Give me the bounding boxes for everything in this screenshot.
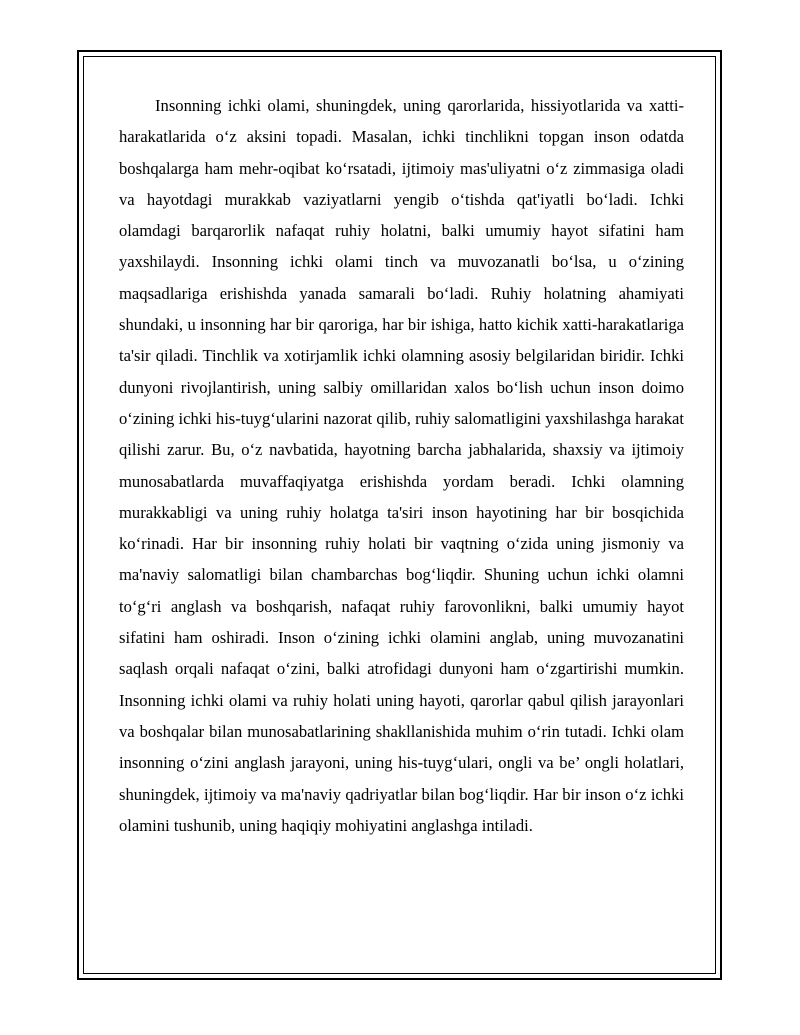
body-paragraph: Insonning ichki olami, shuningdek, uning qarorlarida, hissiyotlarida va xatti-harakatlarida o‘z aksini topadi. Masalan, ichki tinchlikni topgan inson odatda boshqalarga ham mehr-oqibat ko‘rsatadi, ijtimoiy mas'uliyatni o‘z zimmasiga oladi va hayotdagi murakkab vaziyatlarni yengib o‘tishda qat'iyatli bo‘ladi. Ichki olamdagi barqarorlik nafaqat ruhiy holatni, balki umumiy hayot sifatini ham yaxshilaydi. Insonning ichki olami tinch va muvozanatli bo‘lsa, u o‘zining maqsadlariga erishishda yanada samarali bo‘ladi. Ruhiy holatning ahamiyati shundaki, u insonning har bir qaroriga, har bir ishiga, hatto kichik xatti-harakatlariga ta'sir qiladi. Tinchlik va xotirjamlik ichki olamning asosiy belgilaridan biridir. Ichki dunyoni rivojlantirish, uning salbiy omillaridan xalos bo‘lish uchun inson doimo o‘zining ichki his-tuyg‘ularini nazorat qilib, ruhiy salomatligini yaxshilashga harakat qilishi zarur. Bu, o‘z navbatida, hayotning barcha jabhalarida, shaxsiy va ijtimoiy munosabatlarda muvaffaqiyatga erishishda yordam beradi. Ichki olamning murakkabligi va uning ruhiy holatga ta'siri inson hayotining har bir bosqichida ko‘rinadi. Har bir insonning ruhiy holati bir vaqtning o‘zida uning jismoniy va ma'naviy salomatligi bilan chambarchas bog‘liqdir. Shuning uchun ichki olamni to‘g‘ri anglash va boshqarish, nafaqat ruhiy farovonlikni, balki umumiy hayot sifatini ham oshiradi. Inson o‘zining ichki olamini anglab, uning muvozanatini saqlash orqali nafaqat o‘zini, balki atrofidagi dunyoni ham o‘zgartirishi mumkin. Insonning ichki olami va ruhiy holati uning hayoti, qarorlar qabul qilish jarayonlari va boshqalar bilan munosabatlarining shakllanishida muhim o‘rin tutadi. Ichki olam insonning o‘zini anglash jarayoni, uning his-tuyg‘ulari, ongli va be’ ongli holatlari, shuningdek, ijtimoiy va ma'naviy qadriyatlar bilan bog‘liqdir. Har bir inson o‘z ichki olamini tushunib, uning haqiqiy mohiyatini anglashga intiladi. bbox=[119, 96, 684, 835]
